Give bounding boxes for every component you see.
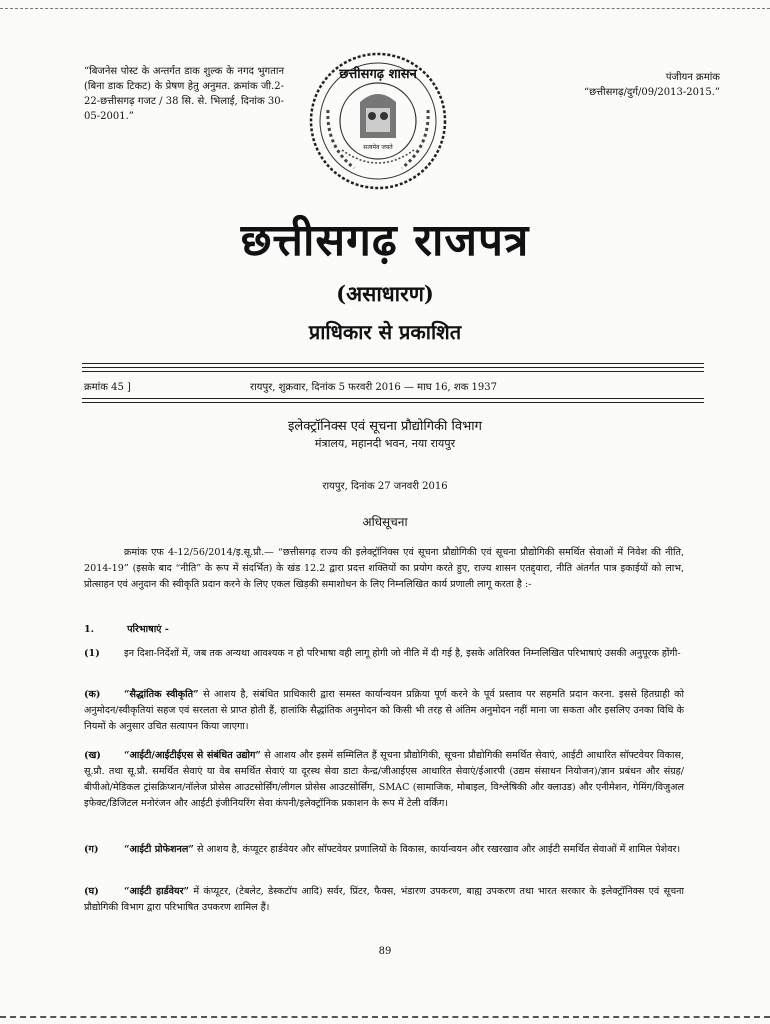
scan-edge-top (0, 8, 770, 9)
emblem-text-top: छत्तीसगढ़ शासन (339, 67, 417, 82)
definition-ga-label: (ग) (84, 844, 99, 855)
clause-1-text: इन दिशा-निर्देशों में, जब तक अन्यथा आवश्यक न हो परिभाषा वही लागू होगी जो नीति में दी गई है, इसके अतिरिक्त निम्नलिखित परिभाषाएं उसकी अनुपूरक होंगी- (124, 648, 681, 659)
page-number: 89 (378, 946, 392, 957)
order-date: रायपुर, दिनांक 27 जनवरी 2016 (322, 481, 448, 492)
registration-note (520, 70, 720, 100)
definition-gha (84, 884, 684, 916)
definition-ka-term: “सैद्धांतिक स्वीकृति” (124, 689, 199, 700)
gazette-type: (असाधारण) (336, 281, 434, 306)
definition-ga-term: “आईटी प्रोफेशनल” (124, 844, 194, 855)
department-name: इलेक्ट्रॉनिक्स एवं सूचना प्रौद्योगिकी विभाग (288, 419, 482, 434)
definition-kha (84, 748, 684, 812)
gazette-title: छत्तीसगढ़ राजपत्र (240, 215, 530, 266)
divider-mid-2 (82, 402, 704, 403)
clause-1-number: (1) (84, 648, 100, 659)
definition-gha-term: “आईटी हार्डवेयर” (124, 886, 190, 897)
emblem-motto: सत्यमेव जयते (363, 144, 393, 151)
definition-ka-label: (क) (84, 689, 101, 700)
definition-gha-label: (घ) (84, 886, 99, 897)
department-address: मंत्रालय, महानदी भवन, नया रायपुर (314, 437, 456, 450)
definition-kha-term: “आईटी/आईटीईएस से संबंधित उद्योग” (124, 750, 261, 761)
issue-number: क्रमांक 45 ] (84, 382, 131, 393)
gazette-authority: प्राधिकार से प्रकाशित (308, 320, 462, 344)
section-title: परिभाषाएं - (127, 624, 169, 635)
definition-ga (84, 842, 684, 858)
divider-top-2 (82, 367, 704, 368)
definition-gha-text: में कंप्यूटर, (टेबलेट, डेस्कटॉप आदि) सर्वर, प्रिंटर, फैक्स, भंडारण उपकरण, बाह्य उपकरण तथा भारत सरकार के इलेक्ट्रॉनिक्स एवं सूचना प्रौद्योगिकी विभाग द्वारा परिभाषित उपकरण शामिल हैं। (84, 886, 684, 913)
divider-mid (82, 398, 704, 399)
definition-ka-text: से आशय है, संबंधित प्राधिकारी द्वारा समस्त कार्यान्वयन प्रक्रिया पूर्ण करने के पूर्व प्रस्ताव पर सहमति प्रदान करना. इससे हितग्राही को अनुमोदन/स्वीकृतियां सहज एवं सरलता से प्राप्त होती हैं, हालांकि सैद्धांतिक अनुमोदन को किसी भी तरह से अंतिम अनुमोदन नहीं माना जा सकता और इसलिए उनका विधि के नियमों के अनुसार उचित सत्यापन किया जाएगा। (84, 689, 684, 732)
clause-1 (84, 646, 684, 662)
definition-kha-label: (ख) (84, 750, 101, 761)
divider-top (82, 363, 704, 364)
notification-intro: क्रमांक एफ 4-12/56/2014/इ.सू.प्रौ.— “छत्तीसगढ़ राज्य की इलेक्ट्रॉनिक्स एवं सूचना प्रौद्योगिकी एवं सूचना प्रौद्योगिकी समर्थित सेवाओं में निवेश की नीति, 2014-19” (इसके बाद “नीति” के रूप में संदर्भित) के खंड 12.2 द्वारा प्रदत्त शक्तियों का प्रयोग करते हुए, राज्य शासन एतद्द्वारा, नीति अंतर्गत पात्र इकाईयों को लाभ, प्रोत्साहन एवं अनुदान की स्वीकृति प्रदान करने के लिए एकल खिड़की समाशोधन के लिए निम्नलिखित कार्य प्रणाली लागू करता है :- (84, 547, 684, 590)
scan-edge-bottom (0, 1016, 770, 1018)
notification-title: अधिसूचना (362, 515, 408, 529)
definition-kha-text: से आशय और इसमें सम्मिलित हैं सूचना प्रौद्योगिकी, सूचना प्रौद्योगिकी समर्थित सेवाएं, आईटी आधारित सॉफ्टवेयर विकास, सू.प्रौ. तथा सू.प्रौ. समर्थित सेवाएं या वेब समर्थित सेवाएं या दूरस्थ सेवा डाटा केन्द्र/जीआईएस आधारित सेवाएं/ईआरपी (उद्यम संसाधन नियोजन)/ज्ञान प्रबंधन और संग्रह/बीपीओ/मेडिकल ट्रांसक्रिप्शन/नॉलेज प्रोसेस आउटसोर्सिंग/लीगल प्रोसेस आउटसोर्सिंग, SMAC (सामाजिक, मोबाइल, विश्लेषिकी और क्लाउड) और एनीमेशन, गेमिंग/विजुअल इफेक्ट/डिजिटल मनोरंजन और आईटी इंजीनियरिंग सेवा कंपनी/इलेक्ट्रॉनिक प्रकाशन के रूप में टेली वर्किंग। (84, 750, 684, 809)
registration-number: “छत्तीसगढ़/दुर्ग/09/2013-2015.” (584, 87, 720, 98)
postal-note: “बिजनेस पोस्ट के अन्तर्गत डाक शुल्क के नगद भुगतान (बिना डाक टिकट) के प्रेषण हेतु अनुमत. क्रमांक जी.2-22-छत्तीसगढ़ गजट / 38 सि. से. भिलाई, दिनांक 30-05-2001.” (84, 66, 284, 122)
section-number: 1. (84, 624, 95, 635)
registration-label: पंजीयन क्रमांक (665, 72, 720, 83)
definition-ga-text: से आशय है, कंप्यूटर हार्डवेयर और सॉफ्टवेयर प्रणालियों के विकास, कार्यान्वयन और रखरखाव और आईटी समर्थित सेवाओं में शामिल पेशेवर। (196, 844, 681, 855)
definition-ka (84, 687, 684, 735)
divider-top-3 (82, 371, 704, 372)
section-heading (84, 622, 684, 638)
state-emblem (298, 50, 458, 192)
issue-date: रायपुर, शुक्रवार, दिनांक 5 फरवरी 2016 — माघ 16, शक 1937 (250, 382, 497, 393)
